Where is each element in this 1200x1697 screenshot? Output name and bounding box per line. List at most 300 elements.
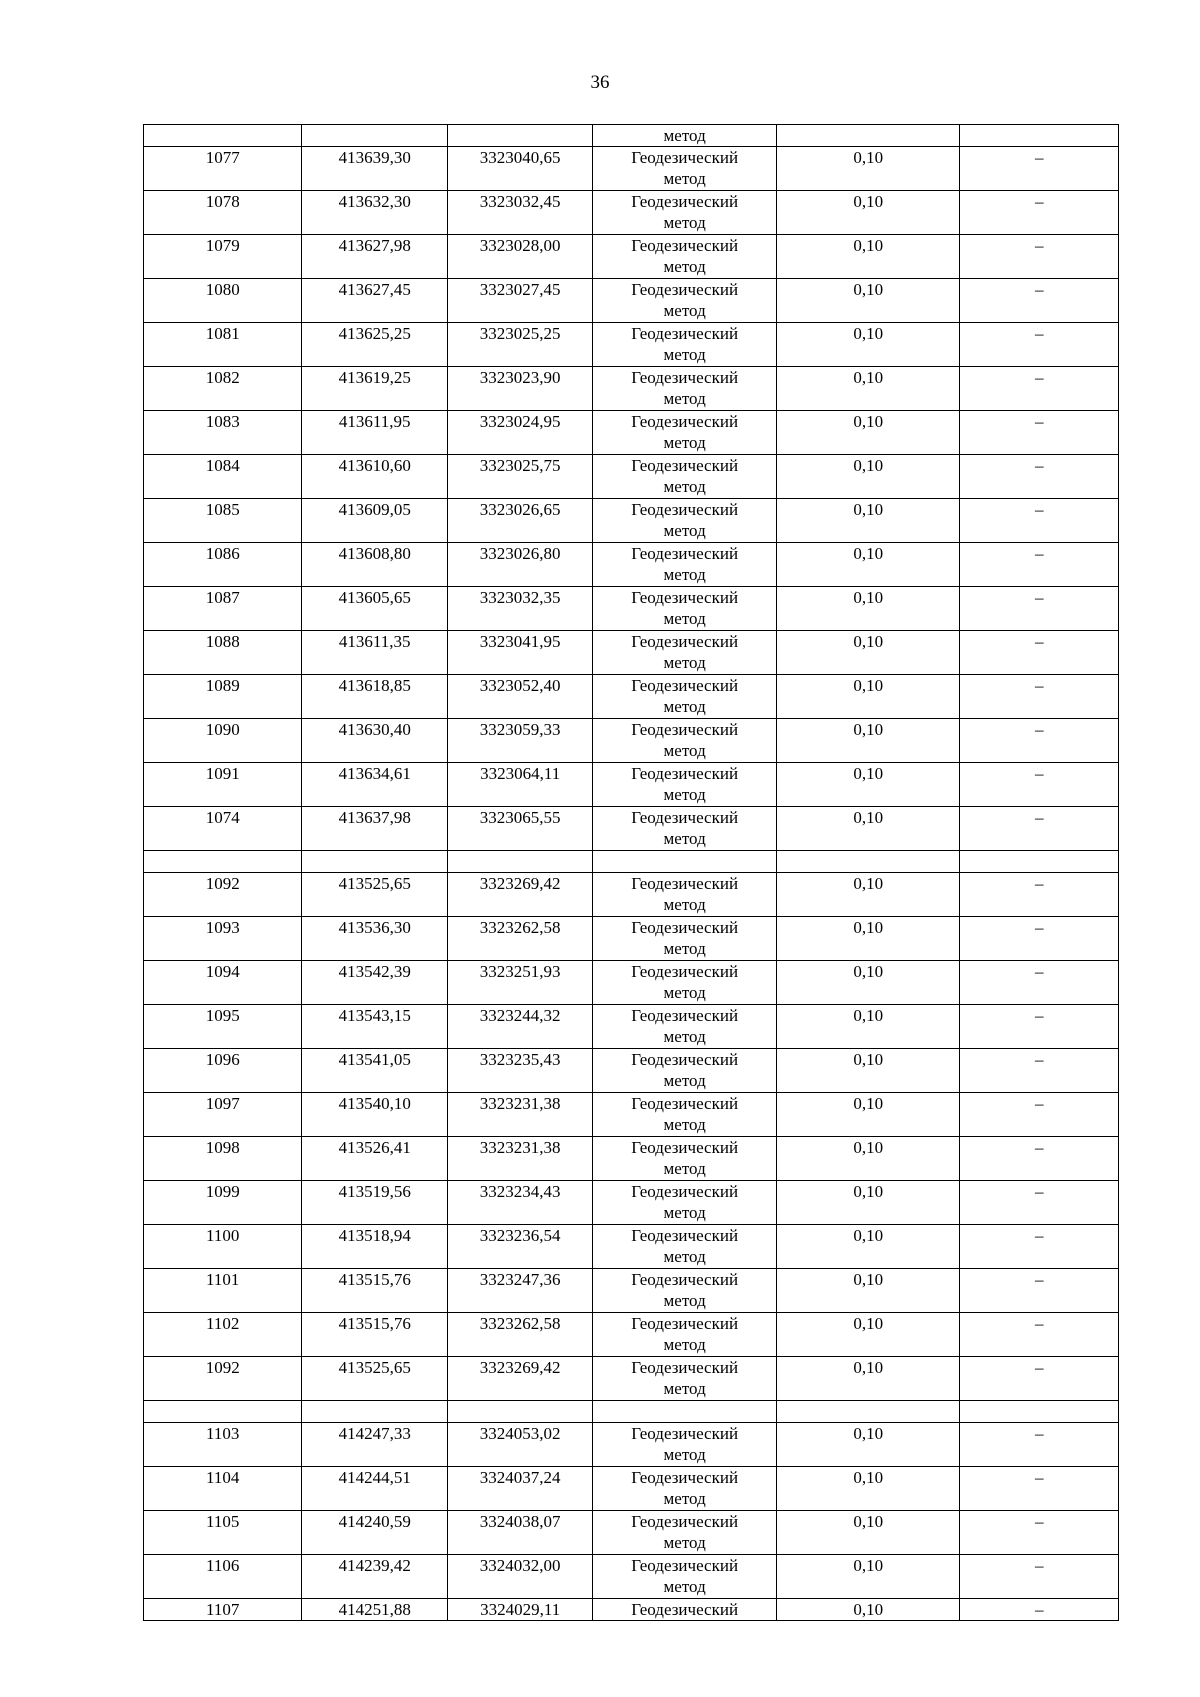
x-coordinate-cell: 413540,10 [302,1093,447,1137]
method-text-continued: метод [663,565,706,584]
method-text-continued: метод [663,1203,706,1222]
method-cell [593,1093,777,1137]
y-coordinate-cell: 3323231,38 [447,1093,592,1137]
accuracy-cell: 0,10 [776,1181,960,1225]
method-text: Геодезический [631,456,739,475]
table-row [144,411,1119,455]
table-row [144,1313,1119,1357]
accuracy-cell: 0,10 [776,1225,960,1269]
method-cell [593,279,777,323]
table-row [144,235,1119,279]
accuracy-cell: 0,10 [776,1093,960,1137]
accuracy-cell: 0,10 [776,961,960,1005]
x-coordinate-cell: 414251,88 [302,1599,447,1621]
description-cell: – [960,763,1119,807]
description-cell: – [960,1137,1119,1181]
accuracy-cell: 0,10 [776,631,960,675]
description-cell: – [960,1313,1119,1357]
method-cell [593,1181,777,1225]
x-coordinate-cell: 413625,25 [302,323,447,367]
point-number-cell: 1103 [144,1423,302,1467]
y-coordinate-cell: 3323231,38 [447,1137,592,1181]
y-coordinate-cell: 3323041,95 [447,631,592,675]
method-text-continued: метод [663,609,706,628]
method-text-continued: метод [663,169,706,188]
method-cell [593,323,777,367]
method-text-continued: метод [663,785,706,804]
method-text: Геодезический [631,1512,739,1531]
method-cell [593,543,777,587]
method-text: Геодезический [631,192,739,211]
table-row [144,1357,1119,1401]
point-number-cell: 1098 [144,1137,302,1181]
y-coordinate-cell: 3323028,00 [447,235,592,279]
method-cell [593,1049,777,1093]
accuracy-cell: 0,10 [776,763,960,807]
y-coordinate-cell: 3323244,32 [447,1005,592,1049]
point-number-cell: 1096 [144,1049,302,1093]
x-coordinate-cell: 413630,40 [302,719,447,763]
method-text: Геодезический [631,1138,739,1157]
point-number-cell: 1089 [144,675,302,719]
method-cell [593,411,777,455]
point-number-cell: 1101 [144,1269,302,1313]
method-text: Геодезический [631,1600,739,1619]
accuracy-cell: 0,10 [776,1269,960,1313]
method-cell [593,1599,777,1621]
x-coordinate-cell: 414239,42 [302,1555,447,1599]
method-text-continued: метод [663,697,706,716]
x-coordinate-cell: 413608,80 [302,543,447,587]
method-text: Геодезический [631,720,739,739]
coordinates-table [143,124,1119,1621]
x-coordinate-cell: 413526,41 [302,1137,447,1181]
point-number-cell: 1107 [144,1599,302,1621]
method-cell [593,235,777,279]
y-coordinate-cell: 3323032,35 [447,587,592,631]
table-row [144,917,1119,961]
description-cell: – [960,499,1119,543]
accuracy-cell: 0,10 [776,675,960,719]
accuracy-cell: 0,10 [776,873,960,917]
y-coordinate-cell: 3324032,00 [447,1555,592,1599]
point-number-cell: 1091 [144,763,302,807]
x-coordinate-cell: 413611,35 [302,631,447,675]
x-coordinate-cell: 413541,05 [302,1049,447,1093]
point-number-cell: 1102 [144,1313,302,1357]
y-coordinate-cell: 3323236,54 [447,1225,592,1269]
description-cell: – [960,279,1119,323]
description-cell: – [960,1049,1119,1093]
description-cell: – [960,1357,1119,1401]
method-text: Геодезический [631,1050,739,1069]
point-number-cell: 1085 [144,499,302,543]
point-number-cell: 1077 [144,147,302,191]
method-cell [593,367,777,411]
x-coordinate-cell: 413542,39 [302,961,447,1005]
table-row [144,191,1119,235]
x-coordinate-cell: 413618,85 [302,675,447,719]
y-coordinate-cell: 3323247,36 [447,1269,592,1313]
table-row [144,499,1119,543]
description-cell: – [960,1181,1119,1225]
method-cell [593,1357,777,1401]
method-cell [593,1225,777,1269]
method-text-continued: метод [663,653,706,672]
accuracy-cell: 0,10 [776,147,960,191]
method-text: Геодезический [631,1468,739,1487]
accuracy-cell: 0,10 [776,279,960,323]
accuracy-cell: 0,10 [776,499,960,543]
description-cell: – [960,543,1119,587]
method-text-continued: метод [663,1445,706,1464]
y-coordinate-cell: 3324053,02 [447,1423,592,1467]
description-cell: – [960,1555,1119,1599]
y-coordinate-cell: 3323251,93 [447,961,592,1005]
method-text: Геодезический [631,1226,739,1245]
description-cell: – [960,675,1119,719]
accuracy-cell: 0,10 [776,587,960,631]
table-row [144,873,1119,917]
method-text: Геодезический [631,1182,739,1201]
method-cell [593,1005,777,1049]
x-coordinate-cell: 413605,65 [302,587,447,631]
method-text-continued: метод [663,983,706,1002]
point-number-cell: 1099 [144,1181,302,1225]
method-text-continued: метод [663,433,706,452]
point-number-cell: 1106 [144,1555,302,1599]
x-coordinate-cell: 413634,61 [302,763,447,807]
point-number-cell: 1087 [144,587,302,631]
point-number-cell: 1082 [144,367,302,411]
point-number-cell: 1090 [144,719,302,763]
method-cell [593,763,777,807]
table-row [144,763,1119,807]
method-text-continued: метод [663,741,706,760]
description-cell: – [960,1225,1119,1269]
method-text: Геодезический [631,962,739,981]
y-coordinate-cell: 3323026,80 [447,543,592,587]
description-cell: – [960,873,1119,917]
accuracy-cell: 0,10 [776,411,960,455]
method-text: Геодезический [631,1556,739,1575]
method-text: Геодезический [631,544,739,563]
continuation-row [144,125,1119,147]
x-coordinate-cell: 413525,65 [302,1357,447,1401]
y-coordinate-cell: 3323235,43 [447,1049,592,1093]
method-text-continued: метод [663,301,706,320]
table-row [144,1555,1119,1599]
method-cell [593,1423,777,1467]
accuracy-cell: 0,10 [776,191,960,235]
accuracy-cell: 0,10 [776,1423,960,1467]
method-cell [593,147,777,191]
y-coordinate-cell: 3323059,33 [447,719,592,763]
x-coordinate-cell: 413536,30 [302,917,447,961]
point-number-cell: 1080 [144,279,302,323]
point-number-cell: 1086 [144,543,302,587]
method-text-continued: метод [663,389,706,408]
method-cell [593,1467,777,1511]
y-coordinate-cell: 3323269,42 [447,1357,592,1401]
table-row [144,367,1119,411]
method-text-continued: метод [663,477,706,496]
method-text-continued: метод [663,213,706,232]
x-coordinate-cell: 413639,30 [302,147,447,191]
y-coordinate-cell: 3324038,07 [447,1511,592,1555]
table-row [144,1269,1119,1313]
method-cell [593,917,777,961]
accuracy-cell: 0,10 [776,1005,960,1049]
accuracy-cell: 0,10 [776,1137,960,1181]
x-coordinate-cell: 413543,15 [302,1005,447,1049]
method-text-continued: метод [663,521,706,540]
method-text: Геодезический [631,1270,739,1289]
description-cell: – [960,455,1119,499]
accuracy-cell: 0,10 [776,1357,960,1401]
method-text-continued: метод [663,939,706,958]
description-cell: – [960,411,1119,455]
accuracy-cell: 0,10 [776,1511,960,1555]
x-coordinate-cell: 414244,51 [302,1467,447,1511]
method-cell [593,961,777,1005]
point-number-cell: 1093 [144,917,302,961]
point-number-cell: 1104 [144,1467,302,1511]
separator-row [144,1401,1119,1423]
y-coordinate-cell: 3323269,42 [447,873,592,917]
x-coordinate-cell: 413637,98 [302,807,447,851]
table-row [144,323,1119,367]
point-number-cell: 1079 [144,235,302,279]
accuracy-cell: 0,10 [776,807,960,851]
method-text-continued: метод [663,1489,706,1508]
point-number-cell: 1081 [144,323,302,367]
accuracy-cell: 0,10 [776,719,960,763]
accuracy-cell: 0,10 [776,1049,960,1093]
accuracy-cell: 0,10 [776,1313,960,1357]
method-text-continued: метод [663,1533,706,1552]
method-cell [593,873,777,917]
y-coordinate-cell: 3323026,65 [447,499,592,543]
method-cell [593,1511,777,1555]
table-row [144,1049,1119,1093]
table-row [144,675,1119,719]
table-row [144,587,1119,631]
method-text-continued: метод [663,1577,706,1596]
method-cell [593,719,777,763]
description-cell: – [960,631,1119,675]
table-row [144,147,1119,191]
method-cell [593,499,777,543]
method-cell [593,1137,777,1181]
point-number-cell: 1074 [144,807,302,851]
y-coordinate-cell: 3323023,90 [447,367,592,411]
y-coordinate-cell: 3323262,58 [447,917,592,961]
table-row [144,1511,1119,1555]
description-cell: – [960,147,1119,191]
description-cell: – [960,587,1119,631]
method-text: Геодезический [631,148,739,167]
x-coordinate-cell: 413609,05 [302,499,447,543]
method-cell [593,631,777,675]
method-text-continued: метод [663,1247,706,1266]
y-coordinate-cell: 3323024,95 [447,411,592,455]
point-number-cell: 1100 [144,1225,302,1269]
method-text: Геодезический [631,1094,739,1113]
method-cell [593,1269,777,1313]
point-number-cell: 1094 [144,961,302,1005]
table-row [144,1181,1119,1225]
table-row [144,807,1119,851]
point-number-cell: 1095 [144,1005,302,1049]
y-coordinate-cell: 3323025,25 [447,323,592,367]
table-row [144,719,1119,763]
method-text: Геодезический [631,676,739,695]
method-text-continued: метод [663,829,706,848]
method-text: Геодезический [631,1424,739,1443]
continuation-method-cell: метод [593,125,777,147]
x-coordinate-cell: 414247,33 [302,1423,447,1467]
method-text-continued: метод [663,1115,706,1134]
description-cell: – [960,1423,1119,1467]
method-cell [593,807,777,851]
method-text-continued: метод [663,1379,706,1398]
accuracy-cell: 0,10 [776,917,960,961]
method-text-continued: метод [663,1335,706,1354]
method-text: Геодезический [631,588,739,607]
method-text: Геодезический [631,632,739,651]
table-row [144,1467,1119,1511]
page-number: 36 [590,72,610,93]
table-row [144,1137,1119,1181]
x-coordinate-cell: 413515,76 [302,1269,447,1313]
y-coordinate-cell: 3323027,45 [447,279,592,323]
method-text-continued: метод [663,345,706,364]
method-text: Геодезический [631,808,739,827]
x-coordinate-cell: 413515,76 [302,1313,447,1357]
accuracy-cell: 0,10 [776,543,960,587]
table-row [144,543,1119,587]
x-coordinate-cell: 413610,60 [302,455,447,499]
y-coordinate-cell: 3323052,40 [447,675,592,719]
description-cell: – [960,323,1119,367]
point-number-cell: 1084 [144,455,302,499]
x-coordinate-cell: 414240,59 [302,1511,447,1555]
accuracy-cell: 0,10 [776,455,960,499]
table-row [144,1423,1119,1467]
description-cell: – [960,191,1119,235]
table-row [144,1599,1119,1621]
accuracy-cell: 0,10 [776,367,960,411]
method-text-continued: метод [663,1027,706,1046]
point-number-cell: 1105 [144,1511,302,1555]
y-coordinate-cell: 3323040,65 [447,147,592,191]
x-coordinate-cell: 413619,25 [302,367,447,411]
description-cell: – [960,367,1119,411]
method-text: Геодезический [631,280,739,299]
method-text: Геодезический [631,874,739,893]
table-row [144,1005,1119,1049]
method-text: Геодезический [631,1358,739,1377]
x-coordinate-cell: 413519,56 [302,1181,447,1225]
accuracy-cell: 0,10 [776,235,960,279]
description-cell: – [960,1093,1119,1137]
method-cell [593,675,777,719]
y-coordinate-cell: 3324029,11 [447,1599,592,1621]
description-cell: – [960,1511,1119,1555]
accuracy-cell: 0,10 [776,1599,960,1621]
point-number-cell: 1088 [144,631,302,675]
method-text: Геодезический [631,412,739,431]
y-coordinate-cell: 3323064,11 [447,763,592,807]
method-text-continued: метод [663,1071,706,1090]
y-coordinate-cell: 3323234,43 [447,1181,592,1225]
description-cell: – [960,1599,1119,1621]
point-number-cell: 1078 [144,191,302,235]
method-text-continued: метод [663,895,706,914]
y-coordinate-cell: 3323025,75 [447,455,592,499]
description-cell: – [960,1005,1119,1049]
method-text: Геодезический [631,236,739,255]
point-number-cell: 1092 [144,1357,302,1401]
x-coordinate-cell: 413627,45 [302,279,447,323]
method-cell [593,1313,777,1357]
description-cell: – [960,235,1119,279]
method-text: Геодезический [631,918,739,937]
method-text: Геодезический [631,1314,739,1333]
table-row [144,1093,1119,1137]
table-row [144,279,1119,323]
table-row [144,631,1119,675]
x-coordinate-cell: 413518,94 [302,1225,447,1269]
x-coordinate-cell: 413627,98 [302,235,447,279]
method-text-continued: метод [663,1291,706,1310]
accuracy-cell: 0,10 [776,1467,960,1511]
table-row [144,961,1119,1005]
method-cell [593,587,777,631]
y-coordinate-cell: 3324037,24 [447,1467,592,1511]
point-number-cell: 1092 [144,873,302,917]
x-coordinate-cell: 413611,95 [302,411,447,455]
x-coordinate-cell: 413632,30 [302,191,447,235]
description-cell: – [960,917,1119,961]
point-number-cell: 1097 [144,1093,302,1137]
method-text-continued: метод [663,1159,706,1178]
method-text: Геодезический [631,500,739,519]
method-text: Геодезический [631,1006,739,1025]
x-coordinate-cell: 413525,65 [302,873,447,917]
y-coordinate-cell: 3323065,55 [447,807,592,851]
description-cell: – [960,719,1119,763]
description-cell: – [960,1269,1119,1313]
accuracy-cell: 0,10 [776,1555,960,1599]
point-number-cell: 1083 [144,411,302,455]
y-coordinate-cell: 3323262,58 [447,1313,592,1357]
description-cell: – [960,807,1119,851]
description-cell: – [960,1467,1119,1511]
table-row [144,1225,1119,1269]
method-cell [593,455,777,499]
method-text: Геодезический [631,764,739,783]
accuracy-cell: 0,10 [776,323,960,367]
method-text: Геодезический [631,324,739,343]
description-cell: – [960,961,1119,1005]
method-text: Геодезический [631,368,739,387]
table-row [144,455,1119,499]
y-coordinate-cell: 3323032,45 [447,191,592,235]
method-cell [593,1555,777,1599]
method-cell [593,191,777,235]
